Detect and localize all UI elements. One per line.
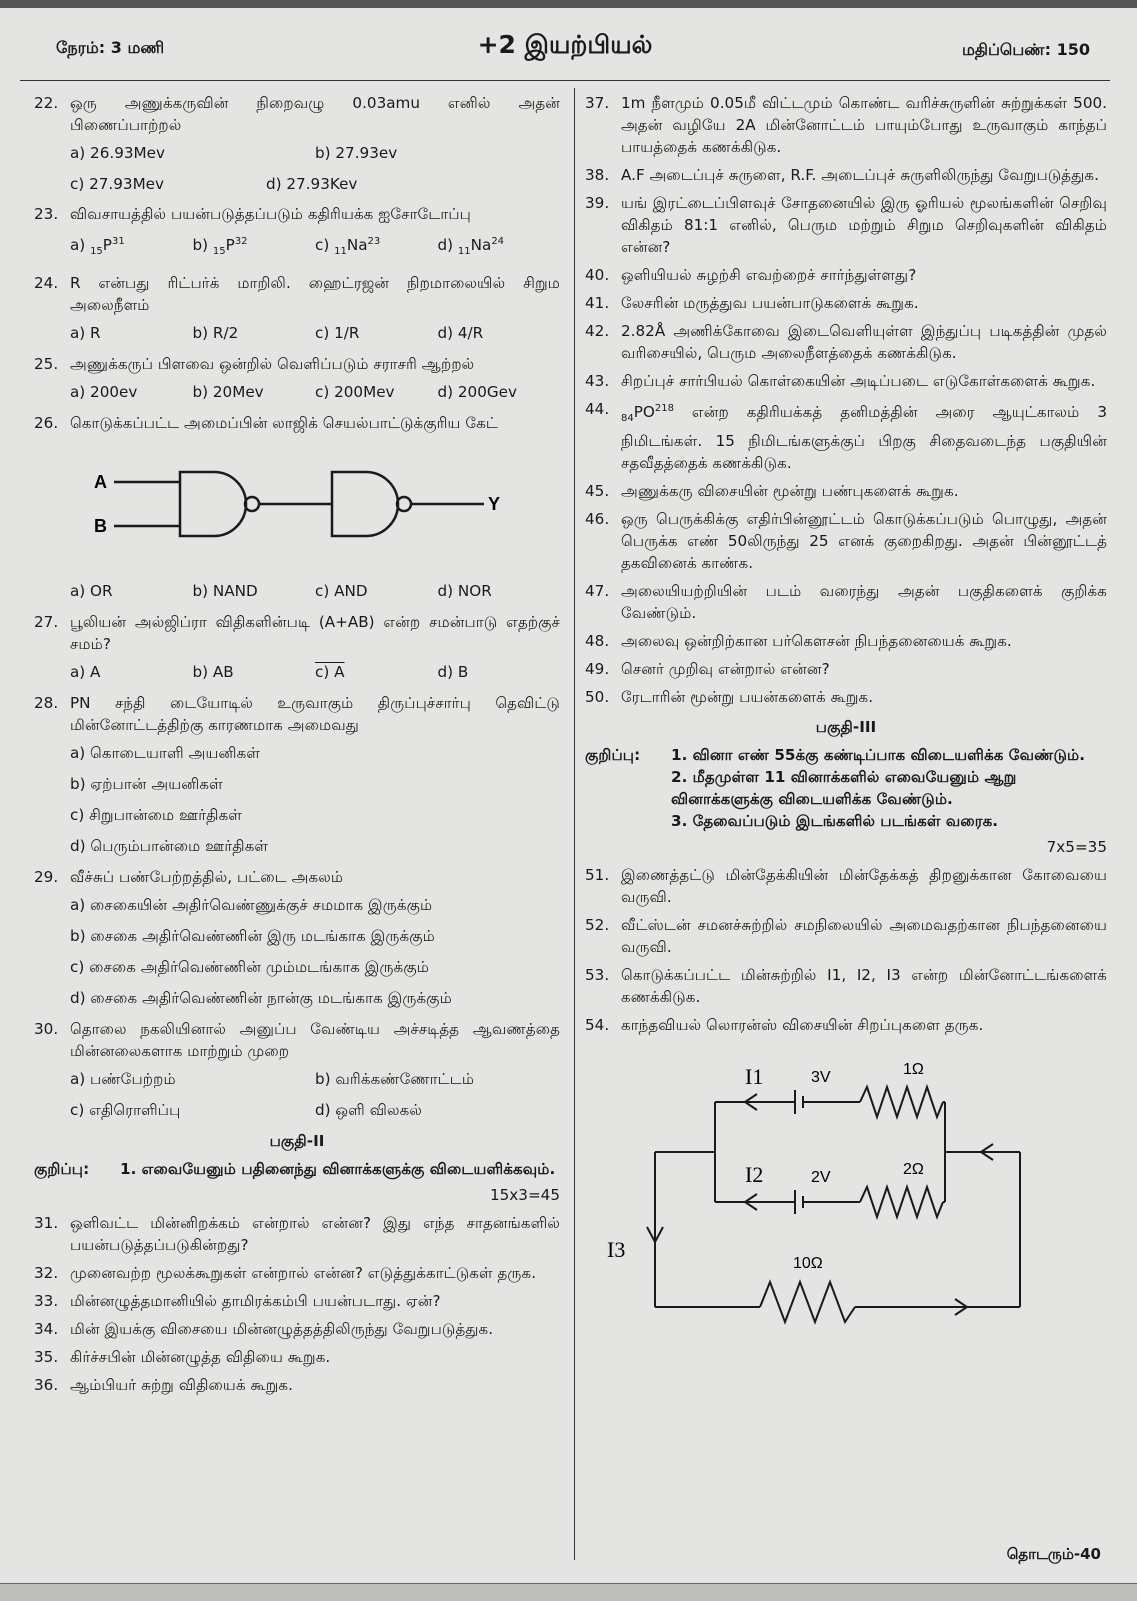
question-45: 45. அணுக்கரு விசையின் மூன்று பண்புகளைக் கூறுக. xyxy=(585,482,959,501)
label-i1: I1 xyxy=(745,1064,764,1090)
question-35: 35. கிர்ச்சபின் மின்னழுத்த விதியை கூறுக. xyxy=(34,1348,331,1367)
question-34: 34. மின் இயக்கு விசையை மின்னழுத்தத்திலிருந்து வேறுபடுத்துக. xyxy=(34,1320,494,1339)
question-49: 49. செனர் முறிவு என்றால் என்ன? xyxy=(585,660,830,679)
question-25: 25. அணுக்கருப் பிளவை ஒன்றில் வெளிப்படும் சராசரி ஆற்றல் xyxy=(34,355,475,374)
isotope-po: $_{84}PO^{218}$ xyxy=(621,403,674,425)
question-39: 39. யங் இரட்டைப்பிளவுச் சோதனையில் இரு ஓரியல் மூலங்களின் செறிவு விகிதம் 81:1 எனில், பெரும மற்றும் சிறும செறிவுகளின் விகிதம் என்ன? xyxy=(585,194,1107,256)
option-29b: b) சைகை அதிர்வெண்ணின் இரு மடங்காக இருக்கும் xyxy=(70,927,435,946)
section-3-note: குறிப்பு: 1. வினா எண் 55க்கு கண்டிப்பாக விடையளிக்க வேண்டும். 2. மீதமுள்ள 11 வினாக்களில் எவையேனும் ஆறு வினாக்களுக்கு விடையளிக்க வேண்டும். 3. தேவைப்படும் இடங்களில் படங்கள் வரைக. xyxy=(585,746,1085,831)
question-46: 46. ஒரு பெருக்கிக்கு எதிர்பின்னூட்டம் கொடுக்கப்படும் பொழுது, அதன் பெருக்க எண் 50லிருந்து 25 எனக் குறைகிறது. அதன் பின்னூட்டத் தகவினைக் காண்க. xyxy=(585,510,1107,573)
question-23: 23. விவசாயத்தில் பயன்படுத்தப்படும் கதிரியக்க ஐசோடோப்பு xyxy=(34,205,471,223)
question-51: 51. இணைத்தட்டு மின்தேக்கியின் மின்தேக்கத் திறனுக்கான கோவையை வருவி. xyxy=(585,866,1107,907)
question-48: 48. அலைவு ஒன்றிற்கான பர்கௌசன் நிபந்தனையைக் கூறுக. xyxy=(585,632,1012,651)
label-i2: I2 xyxy=(745,1162,764,1188)
options-22: a) 26.93Mev b) 27.93ev xyxy=(70,144,398,162)
label-2ohm: 2Ω xyxy=(903,1161,924,1179)
options-27: a) A b) AB c) A d) B xyxy=(70,663,469,682)
label-3v: 3V xyxy=(811,1069,831,1087)
question-33: 33. மின்னழுத்தமானியில் தாமிரக்கம்பி பயன்படாது. ஏன்? xyxy=(34,1292,441,1311)
question-43: 43. சிறப்புச் சார்பியல் கொள்கையின் அடிப்படை எடுகோள்களைக் கூறுக. xyxy=(585,372,1096,390)
question-28: 28. PN சந்தி டையோடில் உருவாகும் திருப்புச்சார்பு தெவிட்டு மின்னோட்டத்திற்கு காரணமாக அமைவது xyxy=(34,694,560,735)
question-30: 30. தொலை நகலியினால் அனுப்ப வேண்டிய அச்சடித்த ஆவணத்தை மின்னலைகளாக மாற்றும் முறை xyxy=(34,1020,560,1061)
logic-gate-diagram xyxy=(54,440,560,576)
option-28d: d) பெரும்பான்மை ஊர்திகள் xyxy=(70,837,269,856)
section-2-note: குறிப்பு: 1. எவையேனும் பதினைந்து வினாக்களுக்கு விடையளிக்கவும். xyxy=(34,1160,556,1179)
page-header xyxy=(20,22,1110,81)
label-i3: I3 xyxy=(607,1237,626,1263)
section-3-heading: பகுதி-III xyxy=(815,718,877,737)
section-2-heading: பகுதி-II xyxy=(269,1132,325,1151)
question-50: 50. ரேடாரின் மூன்று பயன்களைக் கூறுக. xyxy=(585,688,874,707)
question-40: 40. ஒளியியல் சுழற்சி எவற்றைச் சார்ந்துள்ளது? xyxy=(585,266,917,284)
exam-time: நேரம்: 3 மணி xyxy=(56,38,165,57)
question-47: 47. அலையியற்றியின் படம் வரைந்து அதன் பகுதிகளைக் குறிக்க வேண்டும். xyxy=(585,582,1107,623)
top-border xyxy=(0,0,1137,8)
option-28a: a) கொடையாளி அயனிகள் xyxy=(70,744,261,763)
right-column xyxy=(585,92,1107,1337)
question-36: 36. ஆம்பியர் சுற்று விதியைக் கூறுக. xyxy=(34,1376,293,1395)
options-26: a) OR b) NAND c) AND d) NOR xyxy=(70,582,492,601)
gate-label-a: A xyxy=(94,472,107,493)
exam-title: +2 இயற்பியல் xyxy=(477,30,653,59)
gate-label-b: B xyxy=(94,516,107,537)
options-24: a) R b) R/2 c) 1/R d) 4/R xyxy=(70,324,484,343)
left-column xyxy=(34,92,560,1402)
question-26: 26. கொடுக்கப்பட்ட அமைப்பின் லாஜிக் செயல்பாட்டுக்குரிய கேட் xyxy=(34,414,498,433)
circuit-diagram xyxy=(585,1042,1107,1333)
options-25: a) 200ev b) 20Mev c) 200Mev d) 200Gev xyxy=(70,383,517,402)
question-53: 53. கொடுக்கப்பட்ட மின்சுற்றில் I1, I2, I3 என்ற மின்னோட்டங்களைக் கணக்கிடுக. xyxy=(585,966,1107,1007)
option-29c: c) சைகை அதிர்வெண்ணின் மும்மடங்காக இருக்கும் xyxy=(70,958,429,977)
question-27: 27. பூலியன் அல்ஜிப்ரா விதிகளின்படி (A+AB) என்ற சமன்பாடு எதற்குச் சமம்? xyxy=(34,613,560,654)
circuit-svg xyxy=(585,1042,1065,1327)
question-37: 37. 1m நீளமும் 0.05மீ விட்டமும் கொண்ட வரிச்சுருளின் சுற்றுக்கள் 500. அதன் வழியே 2A மின்னோட்டம் பாயும்போது உருவாகும் காந்தப் பாயத்தைக் கணக்கிடுக. xyxy=(585,94,1107,156)
section-3-marks: 7x5=35 xyxy=(1046,838,1107,857)
label-2v: 2V xyxy=(811,1169,831,1187)
options-23: a) $_{15}P^{31}$ b) $_{15}P^{32}$ c) $_{11}Na^{23}$ d) $_{11}Na^{24}$ xyxy=(70,236,505,258)
question-41: 41. லேசரின் மருத்துவ பயன்பாடுகளைக் கூறுக. xyxy=(585,294,919,312)
question-42: 42. 2.82Å அணிக்கோவை இடைவெளியுள்ள இந்துப்பு படிகத்தின் முதல் வரிசையில், பெரும அலைநீளத்தைக் கணக்கிடுக. xyxy=(585,322,1107,362)
question-44: 44. $_{84}PO^{218}$ என்ற கதிரியக்கத் தனிமத்தின் அரை ஆயுட்காலம் 3 நிமிடங்கள். 15 நிமிடங்களுக்குப் பிறகு சிதைவடைந்த பகுதியின் சதவீதத்தைக் கணக்கிடுக. xyxy=(585,400,1107,473)
question-32: 32. முனைவற்ற மூலக்கூறுகள் என்றால் என்ன? எடுத்துக்காட்டுகள் தருக. xyxy=(34,1264,537,1283)
option-28b: b) ஏற்பான் அயனிகள் xyxy=(70,775,223,794)
gate-svg xyxy=(54,440,514,570)
section-2-marks: 15x3=45 xyxy=(489,1186,560,1205)
continued-note: தொடரும்-40 xyxy=(1006,1545,1101,1563)
label-1ohm: 1Ω xyxy=(903,1061,924,1079)
options-22b: c) 27.93Mev d) 27.93Kev xyxy=(70,175,358,193)
option-29a: a) சைகையின் அதிர்வெண்ணுக்குச் சமமாக இருக்கும் xyxy=(70,896,433,915)
column-divider xyxy=(574,88,575,1560)
options-30: a) பண்பேற்றம் b) வரிக்கண்ணோட்டம் xyxy=(70,1070,475,1089)
option-29d: d) சைகை அதிர்வெண்ணின் நான்கு மடங்காக இருக்கும் xyxy=(70,989,452,1008)
question-54: 54. காந்தவியல் லொரன்ஸ் விசையின் சிறப்புகளை தருக. xyxy=(585,1016,984,1035)
question-38: 38. A.F அடைப்புச் சுருளை, R.F. அடைப்புச் சுருளிலிருந்து வேறுபடுத்துக. xyxy=(585,166,1099,184)
label-10ohm: 10Ω xyxy=(793,1255,823,1273)
gate-label-y: Y xyxy=(488,494,501,515)
bottom-border xyxy=(0,1583,1137,1601)
question-22: 22. ஒரு அணுக்கருவின் நிறைவழு 0.03amu எனில் அதன் பிணைப்பாற்றல் xyxy=(34,94,560,134)
question-52: 52. வீட்ஸ்டன் சமனச்சுற்றில் சமநிலையில் அமைவதற்கான நிபந்தனையை வருவி. xyxy=(585,916,1107,957)
question-29: 29. வீச்சுப் பண்பேற்றத்தில், பட்டை அகலம் xyxy=(34,868,344,887)
question-31: 31. ஒளிவட்ட மின்னிறக்கம் என்றால் என்ன? இது எந்த சாதனங்களில் பயன்படுத்தப்படுகின்றது? xyxy=(34,1214,560,1255)
options-30b: c) எதிரொளிப்பு d) ஒளி விலகல் xyxy=(70,1101,422,1120)
question-24: 24. R என்பது ரிட்பர்க் மாறிலி. ஹைட்ரஜன் நிறமாலையில் சிறும அலைநீளம் xyxy=(34,274,560,315)
option-28c: c) சிறுபான்மை ஊர்திகள் xyxy=(70,806,242,825)
exam-marks: மதிப்பெண்: 150 xyxy=(962,40,1090,59)
